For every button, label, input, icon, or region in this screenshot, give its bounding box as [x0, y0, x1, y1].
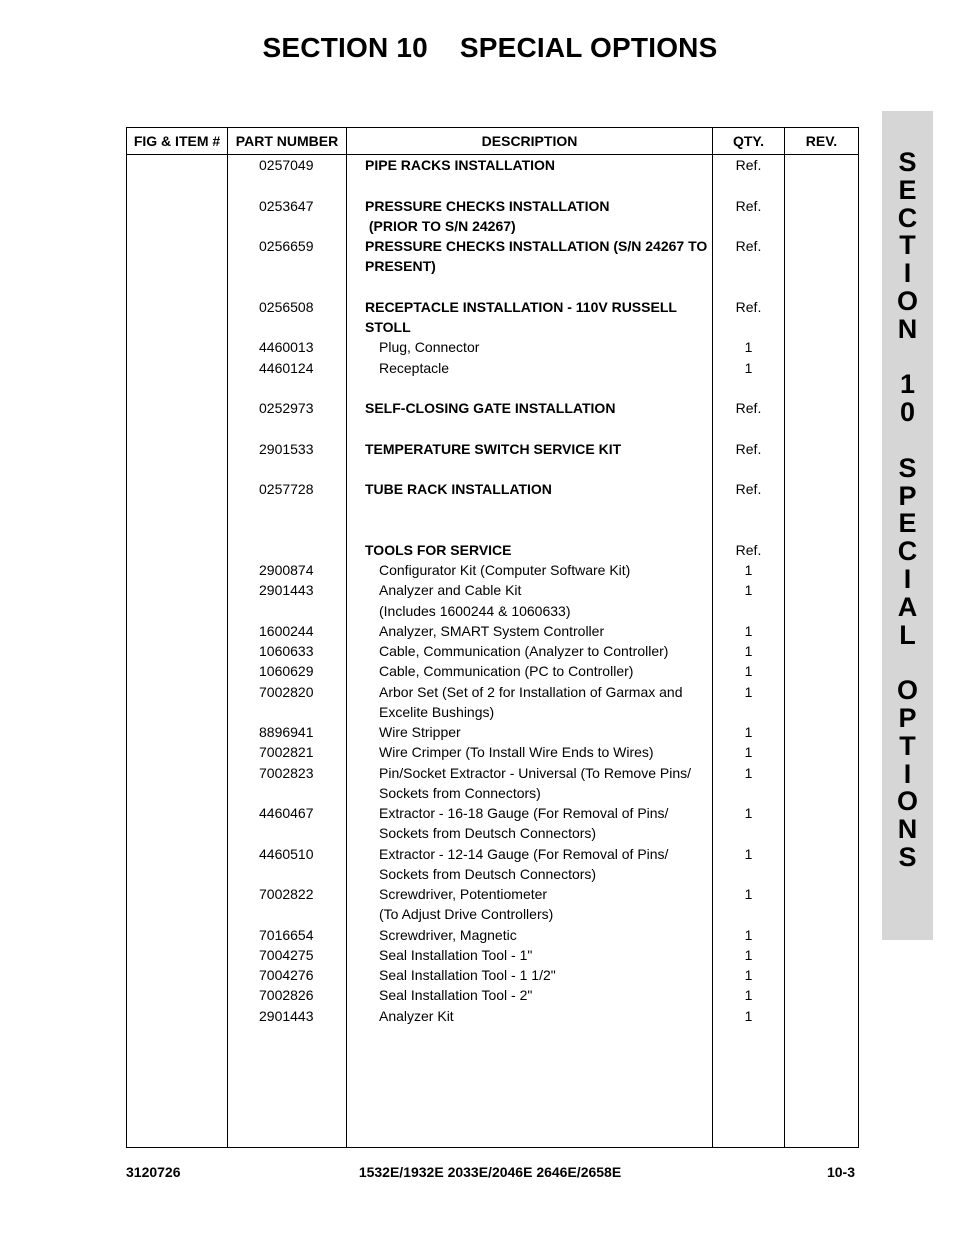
- header-rev: REV.: [805, 133, 838, 149]
- description-cell: RECEPTACLE INSTALLATION - 110V RUSSELL STOLL: [365, 298, 677, 335]
- description-cell: Extractor - 12-14 Gauge (For Removal of Pins/ Sockets from Deutsch Connectors): [379, 845, 669, 882]
- qty-cell: Ref.: [735, 440, 762, 457]
- qty-cell: 1: [744, 764, 753, 781]
- part-number-cell: 0256508: [259, 298, 314, 315]
- table-row: [127, 196, 858, 216]
- qty-cell: 1: [744, 643, 753, 659]
- qty-cell: Ref.: [735, 481, 762, 497]
- part-number-cell: 4460124: [259, 359, 314, 376]
- qty-cell: 1: [744, 339, 753, 356]
- table-row: [127, 560, 858, 580]
- description-cell: PRESSURE CHECKS INSTALLATION: [365, 197, 610, 214]
- part-number-cell: 0252973: [259, 400, 314, 416]
- table-row: [127, 803, 858, 844]
- table-row: [127, 621, 858, 641]
- description-cell: Pin/Socket Extractor - Universal (To Remove Pins/ Sockets from Connectors): [379, 764, 691, 801]
- qty-cell: 1: [744, 724, 753, 740]
- description-cell: Seal Installation Tool - 1 1/2": [379, 967, 556, 983]
- part-number-cell: 4460013: [259, 339, 314, 356]
- description-cell: (To Adjust Drive Controllers): [379, 906, 554, 923]
- qty-cell: Ref.: [735, 238, 762, 254]
- qty-cell: 1: [744, 562, 753, 578]
- qty-cell: 1: [744, 926, 753, 943]
- page-title: SECTION 10 SPECIAL OPTIONS: [262, 32, 718, 63]
- table-row: [127, 742, 858, 762]
- part-number-cell: 4460510: [259, 845, 314, 862]
- section-side-tab-label: S E C T I O N 1 0 S P E C I A L O P T I O N S: [896, 147, 918, 872]
- description-cell: Seal Installation Tool - 2": [379, 987, 533, 1004]
- table-row: [127, 337, 858, 357]
- table-row: [127, 580, 858, 600]
- qty-cell: 1: [744, 967, 753, 983]
- qty-cell: 1: [744, 1007, 753, 1024]
- table-row: [127, 601, 858, 621]
- section-side-tab: [882, 111, 933, 940]
- table-row: [127, 358, 858, 399]
- qty-cell: 1: [744, 744, 753, 761]
- table-row: [127, 985, 858, 1005]
- description-cell: TUBE RACK INSTALLATION: [365, 481, 552, 497]
- header-part-number: PART NUMBER: [235, 133, 339, 149]
- header-description: DESCRIPTION: [481, 133, 578, 149]
- part-number-cell: 4460467: [259, 805, 314, 821]
- qty-cell: Ref.: [735, 298, 762, 315]
- footer-models: 1532E/1932E 2033E/2046E 2646E/2658E: [358, 1164, 622, 1180]
- qty-cell: 1: [744, 845, 753, 862]
- table-row: [127, 682, 858, 723]
- description-cell: Plug, Connector: [379, 339, 480, 356]
- table-row: [127, 236, 858, 297]
- table-row: [127, 925, 858, 945]
- part-number-cell: 7002820: [259, 683, 314, 700]
- qty-cell: Ref.: [735, 400, 762, 416]
- part-number-cell: 7004276: [259, 967, 314, 983]
- part-number-cell: 7016654: [259, 926, 314, 943]
- parts-table: [126, 127, 859, 1148]
- description-cell: Analyzer, SMART System Controller: [379, 622, 605, 639]
- qty-cell: Ref.: [735, 157, 762, 173]
- description-cell: (PRIOR TO S/N 24267): [365, 217, 516, 234]
- table-row: [127, 479, 858, 540]
- table-row: [127, 398, 858, 439]
- table-row: [127, 155, 858, 196]
- part-number-cell: 2901443: [259, 582, 314, 599]
- footer-doc-number: 3120726: [126, 1164, 181, 1180]
- part-number-cell: 1060629: [259, 663, 314, 680]
- description-cell: PIPE RACKS INSTALLATION: [365, 157, 556, 173]
- table-row: [127, 439, 858, 480]
- part-number-cell: 2901533: [259, 440, 314, 457]
- table-row: [127, 216, 858, 236]
- part-number-cell: 2901443: [259, 1007, 314, 1024]
- part-number-cell: 7002821: [259, 744, 314, 761]
- part-number-cell: 0257728: [259, 481, 314, 497]
- part-number-cell: 2900874: [259, 562, 314, 578]
- part-number-cell: 0257049: [259, 157, 314, 173]
- table-row: [127, 722, 858, 742]
- table-row: [127, 1006, 858, 1026]
- part-number-cell: 7002826: [259, 987, 314, 1004]
- description-cell: TEMPERATURE SWITCH SERVICE KIT: [365, 440, 622, 457]
- part-number-cell: 0256659: [259, 238, 314, 254]
- table-body: [127, 155, 858, 1026]
- description-cell: Configurator Kit (Computer Software Kit): [379, 562, 631, 578]
- table-row: [127, 297, 858, 338]
- table-row: [127, 540, 858, 560]
- qty-cell: 1: [744, 359, 753, 376]
- qty-cell: Ref.: [735, 197, 762, 214]
- part-number-cell: 1600244: [259, 622, 314, 639]
- description-cell: TOOLS FOR SERVICE: [365, 541, 512, 558]
- table-row: [127, 904, 858, 924]
- description-cell: PRESSURE CHECKS INSTALLATION (S/N 24267 TO PRESENT): [365, 238, 708, 275]
- qty-cell: 1: [744, 622, 753, 639]
- qty-cell: 1: [744, 805, 753, 821]
- part-number-cell: 0253647: [259, 197, 314, 214]
- qty-cell: 1: [744, 946, 753, 963]
- table-row: [127, 884, 858, 904]
- description-cell: Extractor - 16-18 Gauge (For Removal of Pins/ Sockets from Deutsch Connectors): [379, 805, 669, 842]
- description-cell: Receptacle: [379, 359, 450, 376]
- qty-cell: 1: [744, 886, 753, 902]
- header-fig-item: FIG & ITEM #: [133, 133, 221, 149]
- description-cell: Screwdriver, Potentiometer: [379, 886, 548, 902]
- description-cell: Screwdriver, Magnetic: [379, 926, 517, 943]
- description-cell: SELF-CLOSING GATE INSTALLATION: [365, 400, 616, 416]
- part-number-cell: 1060633: [259, 643, 314, 659]
- qty-cell: Ref.: [735, 541, 762, 558]
- table-row: [127, 661, 858, 681]
- table-row: [127, 945, 858, 965]
- qty-cell: 1: [744, 987, 753, 1004]
- table-row: [127, 965, 858, 985]
- part-number-cell: 7004275: [259, 946, 314, 963]
- footer-page-number: 10-3: [826, 1164, 855, 1180]
- table-row: [127, 763, 858, 804]
- qty-cell: 1: [744, 663, 753, 680]
- qty-cell: 1: [744, 582, 753, 599]
- part-number-cell: 7002822: [259, 886, 314, 902]
- description-cell: Wire Crimper (To Install Wire Ends to Wires): [379, 744, 654, 761]
- table-row: [127, 641, 858, 661]
- part-number-cell: 8896941: [259, 724, 314, 740]
- description-cell: Analyzer Kit: [379, 1007, 454, 1024]
- description-cell: Arbor Set (Set of 2 for Installation of Garmax and Excelite Bushings): [379, 683, 683, 720]
- description-cell: Seal Installation Tool - 1": [379, 946, 533, 963]
- description-cell: (Includes 1600244 & 1060633): [379, 602, 571, 619]
- description-cell: Analyzer and Cable Kit: [379, 582, 522, 599]
- table-row: [127, 844, 858, 885]
- description-cell: Wire Stripper: [379, 724, 461, 740]
- description-cell: Cable, Communication (Analyzer to Controller): [379, 643, 669, 659]
- qty-cell: 1: [744, 683, 753, 700]
- description-cell: Cable, Communication (PC to Controller): [379, 663, 634, 680]
- header-qty: QTY.: [732, 133, 765, 149]
- part-number-cell: 7002823: [259, 764, 314, 781]
